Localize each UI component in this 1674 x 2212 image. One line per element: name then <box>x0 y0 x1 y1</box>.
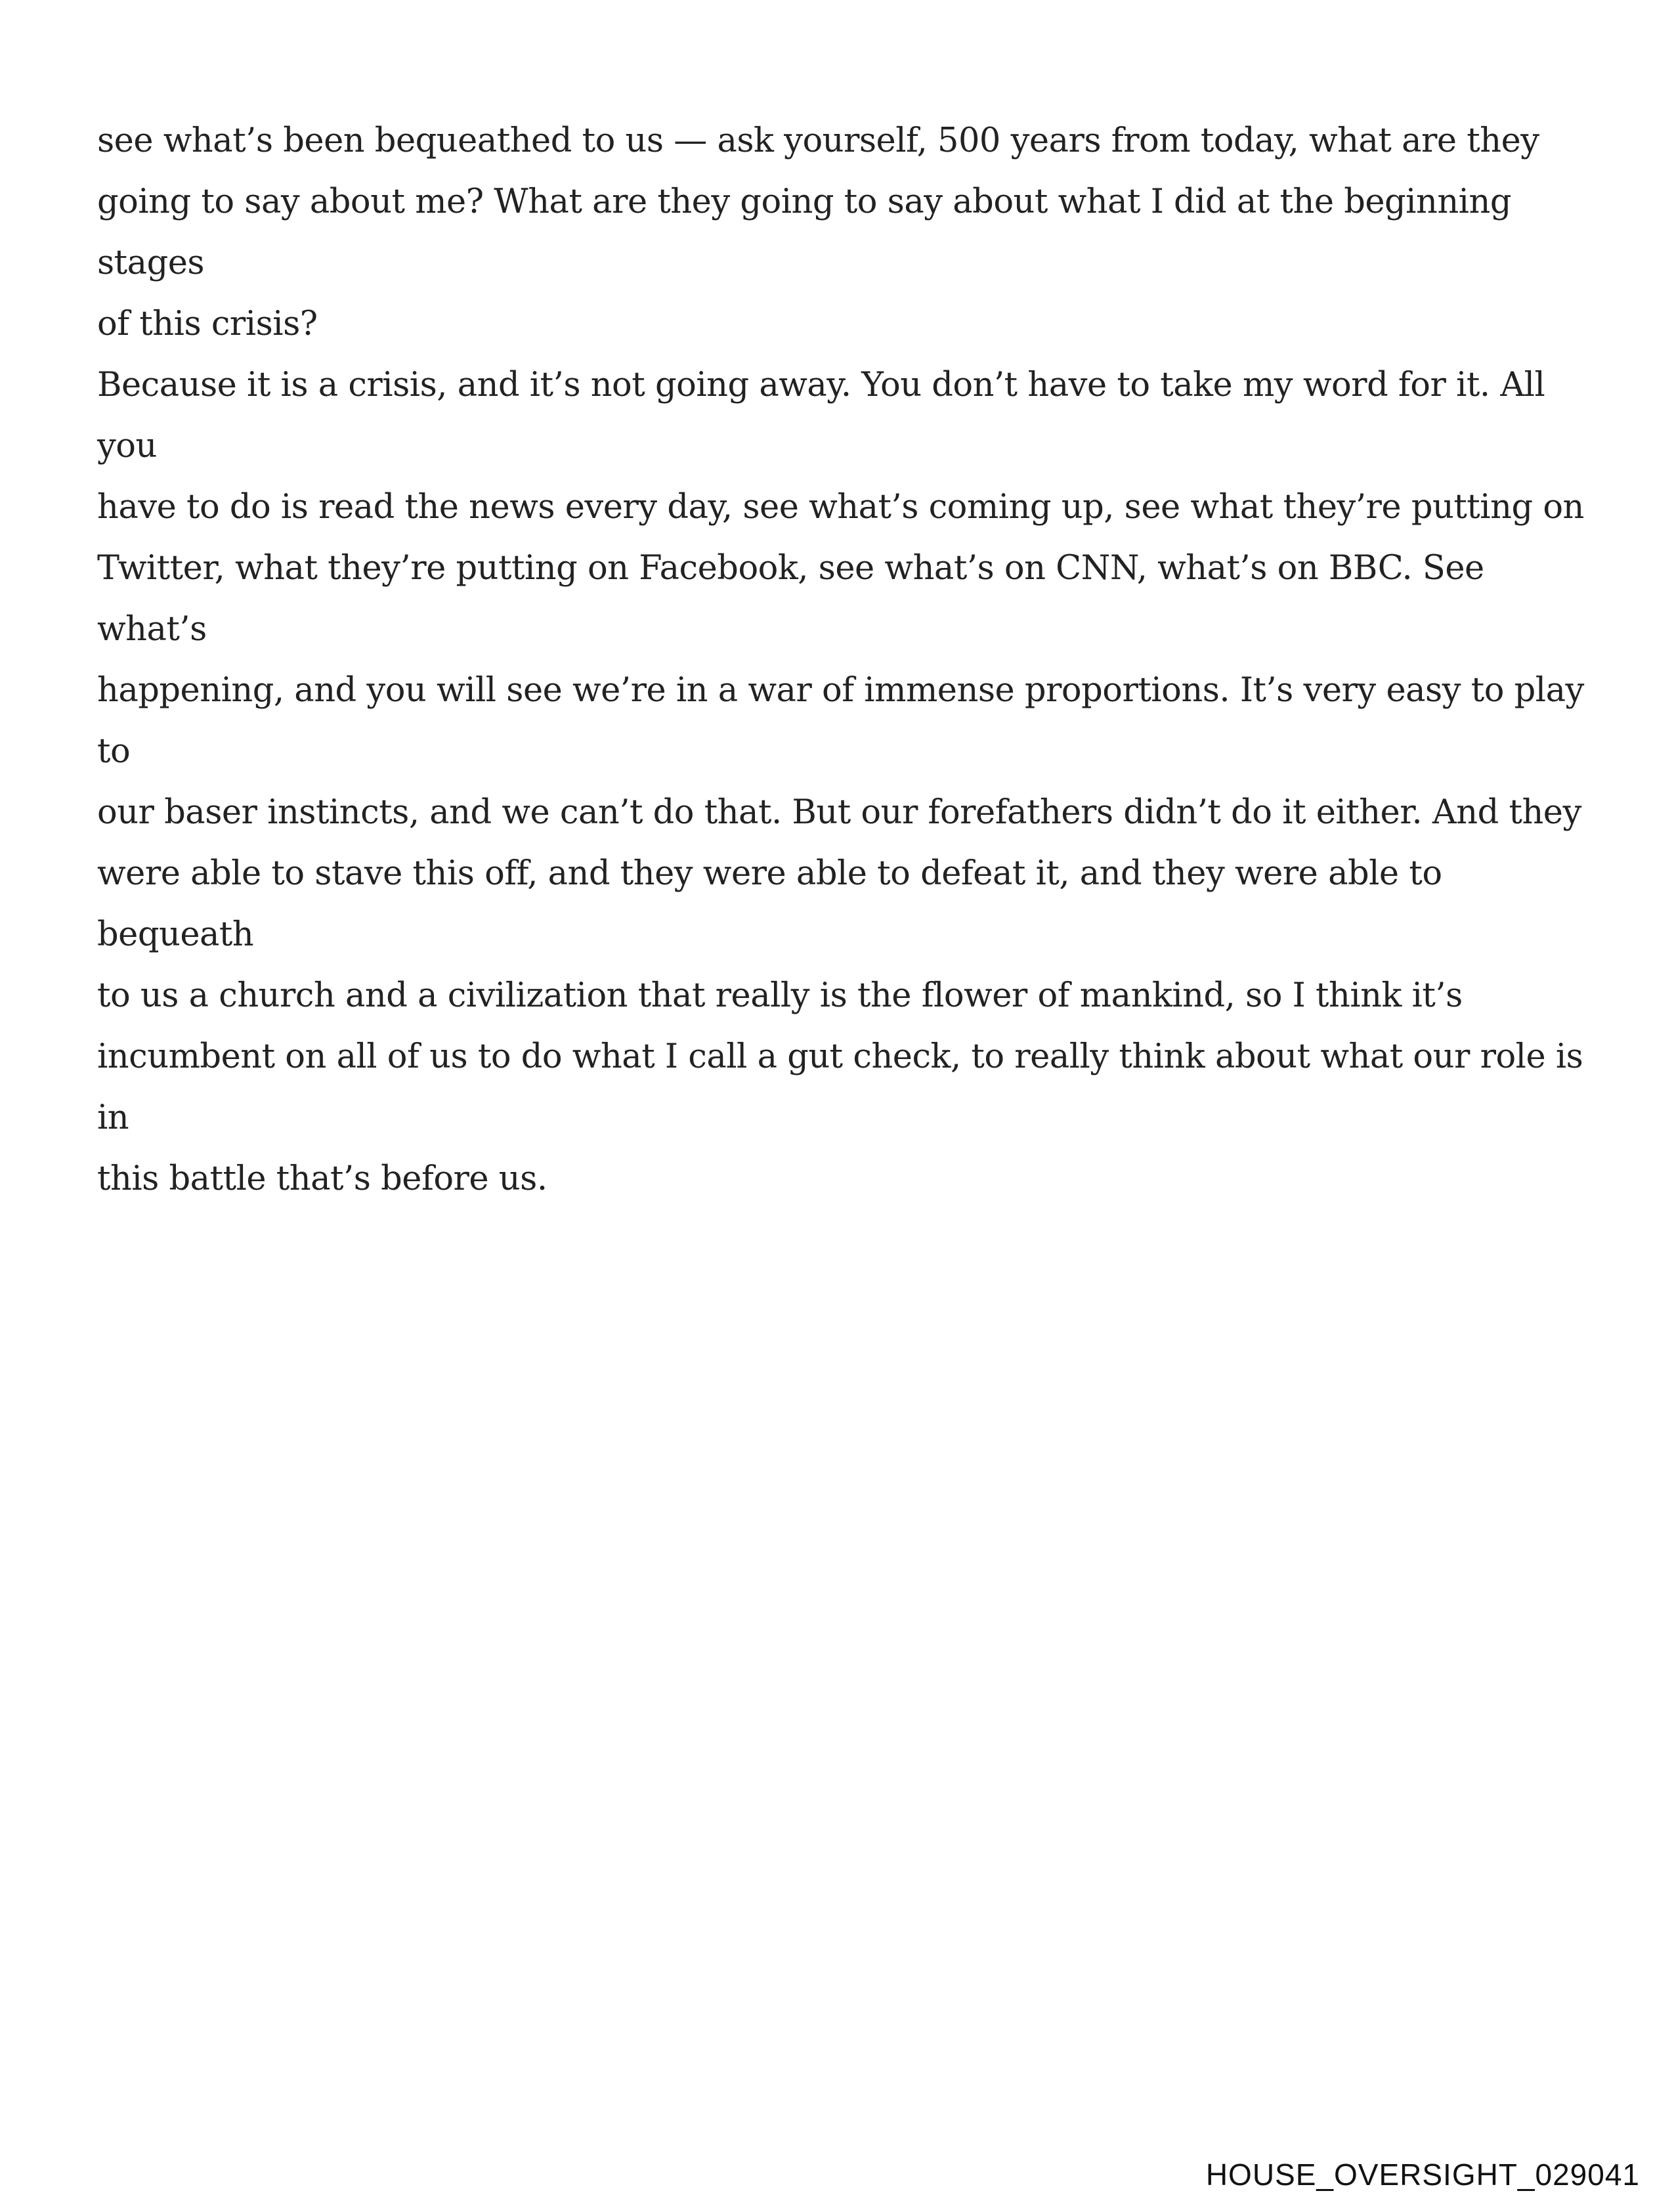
paragraph: Because it is a crisis, and it’s not going away. You don’t have to take my word for it. All you have to do is read the news every day, see what’s coming up, see what they’re putting on Twitter, what they’re putting on Facebook, see what’s on CNN, what’s on BBC. See what’s happening, and you will see we’re in a war of immense proportions. It’s very easy to play to our baser instincts, and we can’t do that. But our forefathers didn’t do it either. And they were able to stave this off, and they were able to defeat it, and they were able to bequeath to us a church and a civilization that really is the flower of mankind, so I think it’s incumbent on all of us to do what I call a gut check, to really think about what our role is in this battle that’s before us. <box>97 366 1584 1198</box>
body-text <box>97 110 1587 1209</box>
paragraph: see what’s been bequeathed to us — ask yourself, 500 years from today, what are they going to say about me? What are they going to say about what I did at the beginning stages of this crisis? <box>97 121 1539 343</box>
bates-number: HOUSE_OVERSIGHT_029041 <box>1205 2158 1640 2192</box>
